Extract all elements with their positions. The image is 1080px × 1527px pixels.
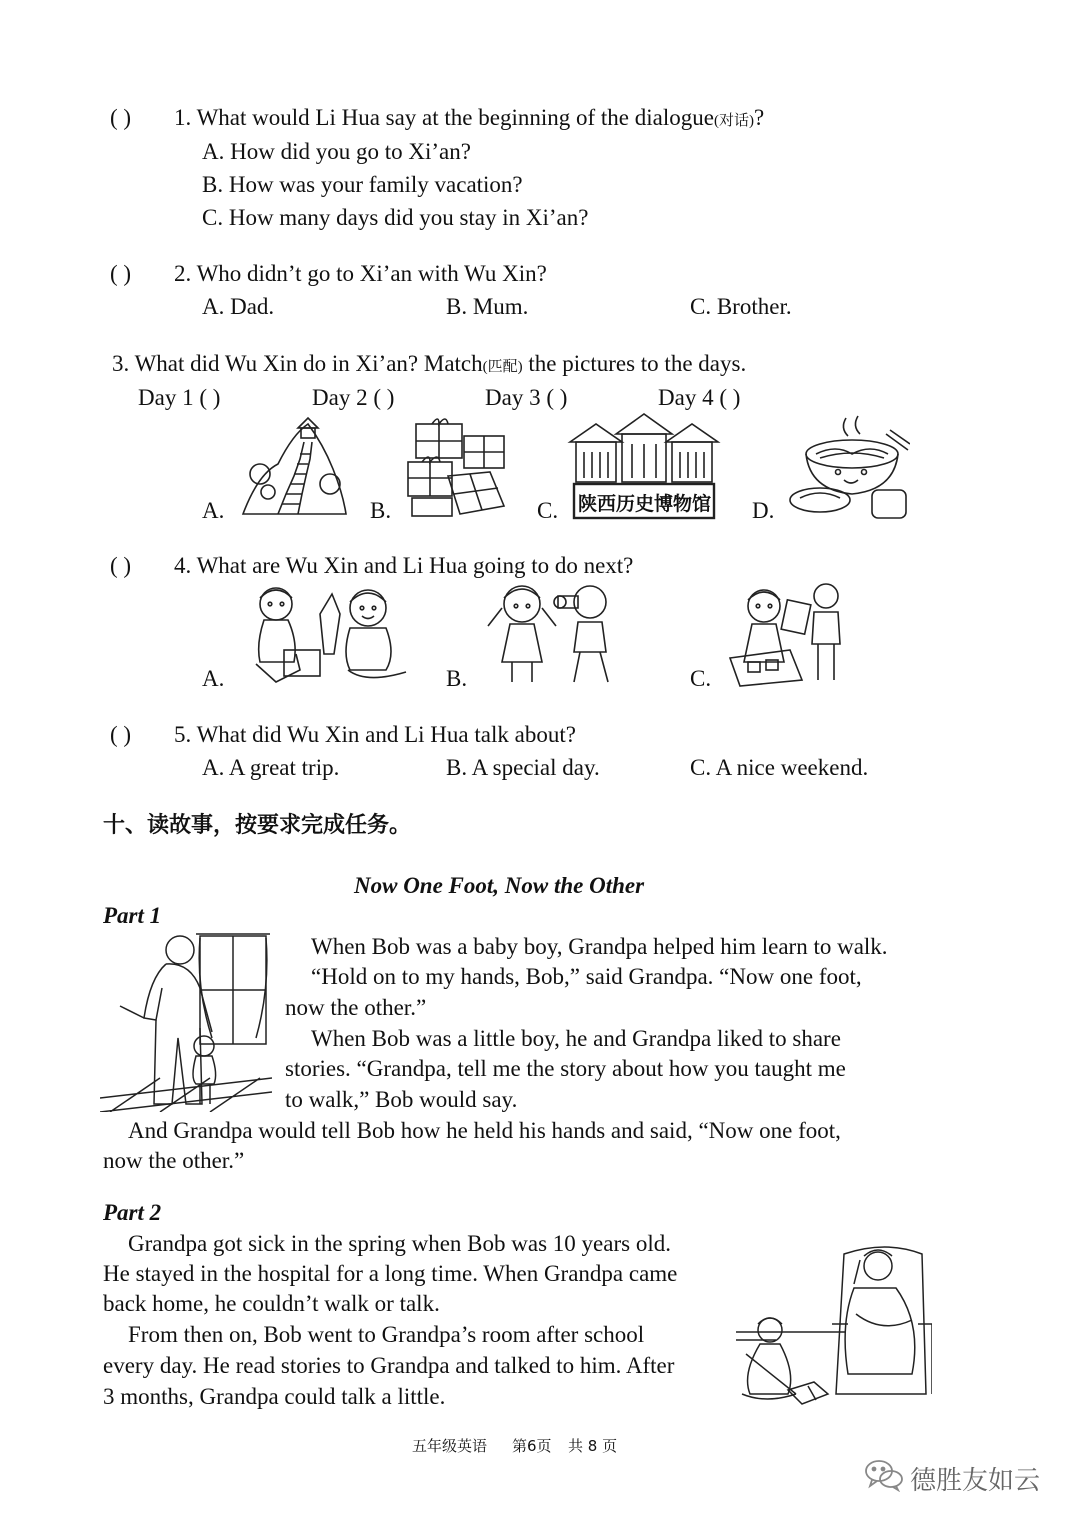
part1-line-3: now the other.” [285,995,427,1020]
mountain-stairs-picture [238,414,348,520]
q3-stem-note: (匹配) [482,359,523,375]
part1-line-1: When Bob was a baby boy, Grandpa helped him learn to walk. [311,934,888,959]
q3-stem-text: 3. What did Wu Xin do in Xi’an? Match [112,351,483,376]
q5-answer-paren[interactable]: ( ) [110,722,132,747]
part2-line-1: Grandpa got sick in the spring when Bob was 10 years old. [128,1231,671,1256]
part2-line-5: every day. He read stories to Grandpa and talked to him. After [103,1353,675,1378]
bob-reading-to-grandpa-picture [736,1244,932,1412]
q3-letter-a: A. [202,498,225,523]
q1-option-b: B. How was your family vacation? [202,172,523,197]
section-heading: 十、读故事，按要求完成任务。 [103,813,412,838]
q5-option-a: A. A great trip. [202,755,340,780]
footer-subject: 五年级英语 [412,1437,488,1455]
q3-day-4[interactable]: Day 4 ( ) [658,385,741,410]
kids-toys-picture [236,584,412,688]
q1-answer-paren[interactable]: ( ) [110,105,132,130]
q3-stem [112,350,746,381]
q4-letter-b: B. [446,666,468,691]
noodles-picture [786,414,910,520]
q3-letter-d: D. [752,498,775,523]
part1-line-7: And Grandpa would tell Bob how he held his hands and said, “Now one foot, [128,1118,841,1143]
story-title: Now One Foot, Now the Other [354,873,645,898]
q3-day-2[interactable]: Day 2 ( ) [312,385,395,410]
museum-sign-text: 陕西历史博物馆 [578,493,712,515]
q1-stem-note: (对话) [713,113,754,129]
part1-line-6: to walk,” Bob would say. [285,1087,518,1112]
wechat-icon [864,1458,904,1492]
watermark-text: 德胜友如云 [910,1466,1041,1496]
q3-letter-c: C. [537,498,559,523]
q4-stem: 4. What are Wu Xin and Li Hua going to do next? [174,553,634,578]
q2-option-c: C. Brother. [690,294,792,319]
part1-line-8: now the other.” [103,1148,245,1173]
q1-stem-text: 1. What would Li Hua say at the beginning of the dialogue [174,105,714,130]
kids-binoculars-picture [482,582,622,688]
gift-boxes-picture [404,414,512,520]
footer-page: 第6页 [512,1437,552,1455]
part1-label: Part 1 [103,903,162,928]
q5-stem: 5. What did Wu Xin and Li Hua talk about? [174,722,576,747]
part2-line-4: From then on, Bob went to Grandpa’s room after school [128,1322,645,1347]
footer-total: 共 8 页 [568,1437,618,1455]
part2-line-3: back home, he couldn’t walk or talk. [103,1291,440,1316]
part2-line-6: 3 months, Grandpa could talk a little. [103,1384,446,1409]
q3-day-3[interactable]: Day 3 ( ) [485,385,568,410]
q4-letter-a: A. [202,666,225,691]
q2-stem: 2. Who didn’t go to Xi’an with Wu Xin? [174,261,547,286]
q2-answer-paren[interactable]: ( ) [110,261,132,286]
q1-option-c: C. How many days did you stay in Xi’an? [202,205,589,230]
part1-line-2: “Hold on to my hands, Bob,” said Grandpa. “Now one foot, [311,964,862,989]
part1-line-4: When Bob was a little boy, he and Grandpa liked to share [311,1026,841,1051]
grandpa-baby-picture [100,928,272,1112]
q5-option-c: C. A nice weekend. [690,755,869,780]
part2-line-2: He stayed in the hospital for a long time. When Grandpa came [103,1261,678,1286]
q4-answer-paren[interactable]: ( ) [110,553,132,578]
part1-line-5: stories. “Grandpa, tell me the story about how you taught me [285,1056,846,1081]
q1-stem-end: ? [753,105,765,130]
q2-option-b: B. Mum. [446,294,529,319]
q3-stem-end: the pictures to the days. [522,351,747,376]
q1-stem [174,104,764,135]
q1-option-a: A. How did you go to Xi’an? [202,139,471,164]
q3-letter-b: B. [370,498,392,523]
q5-option-b: B. A special day. [446,755,600,780]
kids-stamps-picture [720,582,856,690]
q3-day-1[interactable]: Day 1 ( ) [138,385,221,410]
q4-letter-c: C. [690,666,712,691]
part2-label: Part 2 [103,1200,162,1225]
q2-option-a: A. Dad. [202,294,275,319]
